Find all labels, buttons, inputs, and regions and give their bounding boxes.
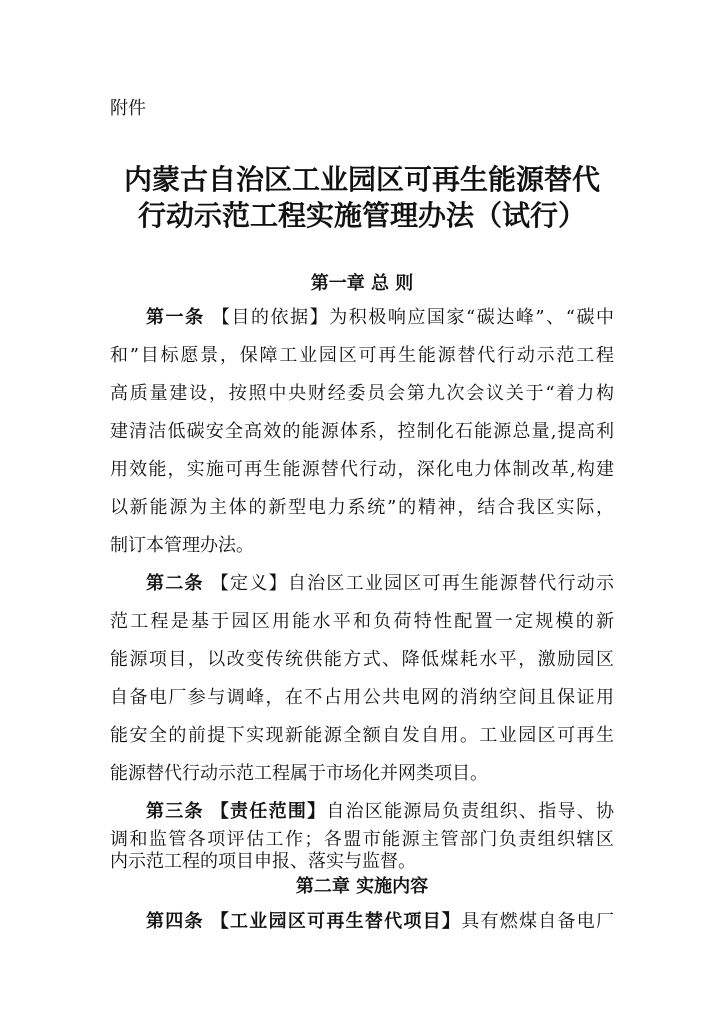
article-4-label: 第四条 bbox=[146, 911, 204, 932]
article-1-first-line bbox=[146, 305, 614, 331]
article-1-line: 用效能，实施可再生能源替代行动，深化电力体制改革,构建 bbox=[110, 459, 614, 480]
chapter-1-heading: 第一章 总 则 bbox=[310, 273, 414, 294]
article-2-text: 自治区工业园区可再生能源替代行动示 bbox=[287, 573, 615, 594]
article-3-line: 内示范工程的项目申报、落实与监督。 bbox=[110, 851, 416, 872]
article-1-line: 以新能源为主体的新型电力系统”的精神，结合我区实际， bbox=[110, 497, 614, 518]
document-title-line-2: 行动示范工程实施管理办法（试行） bbox=[137, 199, 586, 232]
article-2-line: 能源替代行动示范工程属于市场化并网类项目。 bbox=[110, 763, 488, 784]
article-1-line: 和”目标愿景，保障工业园区可再生能源替代行动示范工程 bbox=[110, 345, 614, 366]
article-1-line: 高质量建设，按照中央财经委员会第九次会议关于“着力构 bbox=[110, 383, 614, 404]
article-1-tag: 【目的依据】 bbox=[211, 307, 330, 328]
article-1-label: 第一条 bbox=[146, 307, 205, 328]
article-2-line: 范工程是基于园区用能水平和负荷特性配置一定规模的新 bbox=[110, 611, 614, 632]
article-1-text: 为积极响应国家“碳达峰”、“碳中 bbox=[329, 307, 615, 328]
article-4-text: 具有燃煤自备电厂 bbox=[461, 911, 615, 932]
article-2-tag: 【定义】 bbox=[210, 573, 288, 594]
article-4-tag: 【工业园区可再生替代项目】 bbox=[210, 911, 462, 932]
article-2-line: 能安全的前提下实现新能源全额自发自用。工业园区可再生 bbox=[110, 725, 614, 746]
article-3-first-line bbox=[146, 799, 614, 825]
article-2-line: 自备电厂参与调峰，在不占用公共电网的消纳空间且保证用 bbox=[110, 687, 614, 708]
article-3-label: 第三条 bbox=[146, 801, 204, 822]
article-2-first-line bbox=[146, 571, 614, 597]
article-2-line: 能源项目，以改变传统供能方式、降低煤耗水平，激励园区 bbox=[110, 649, 614, 670]
article-1-line: 制订本管理办法。 bbox=[110, 535, 254, 556]
document-title-line-1: 内蒙古自治区工业园区可再生能源替代 bbox=[123, 163, 600, 196]
article-3-tag: 【责任范围】 bbox=[210, 801, 327, 822]
article-3-text: 自治区能源局负责组织、指导、协 bbox=[326, 801, 615, 822]
article-2-label: 第二条 bbox=[146, 573, 204, 594]
attachment-label: 附件 bbox=[110, 98, 146, 119]
article-1-line: 建清洁低碳安全高效的能源体系，控制化石能源总量,提高利 bbox=[110, 421, 614, 442]
article-3-line: 调和监管各项评估工作；各盟市能源主管部门负责组织辖区 bbox=[110, 829, 614, 850]
chapter-2-heading: 第二章 实施内容 bbox=[295, 876, 429, 897]
article-4-first-line bbox=[146, 909, 614, 935]
